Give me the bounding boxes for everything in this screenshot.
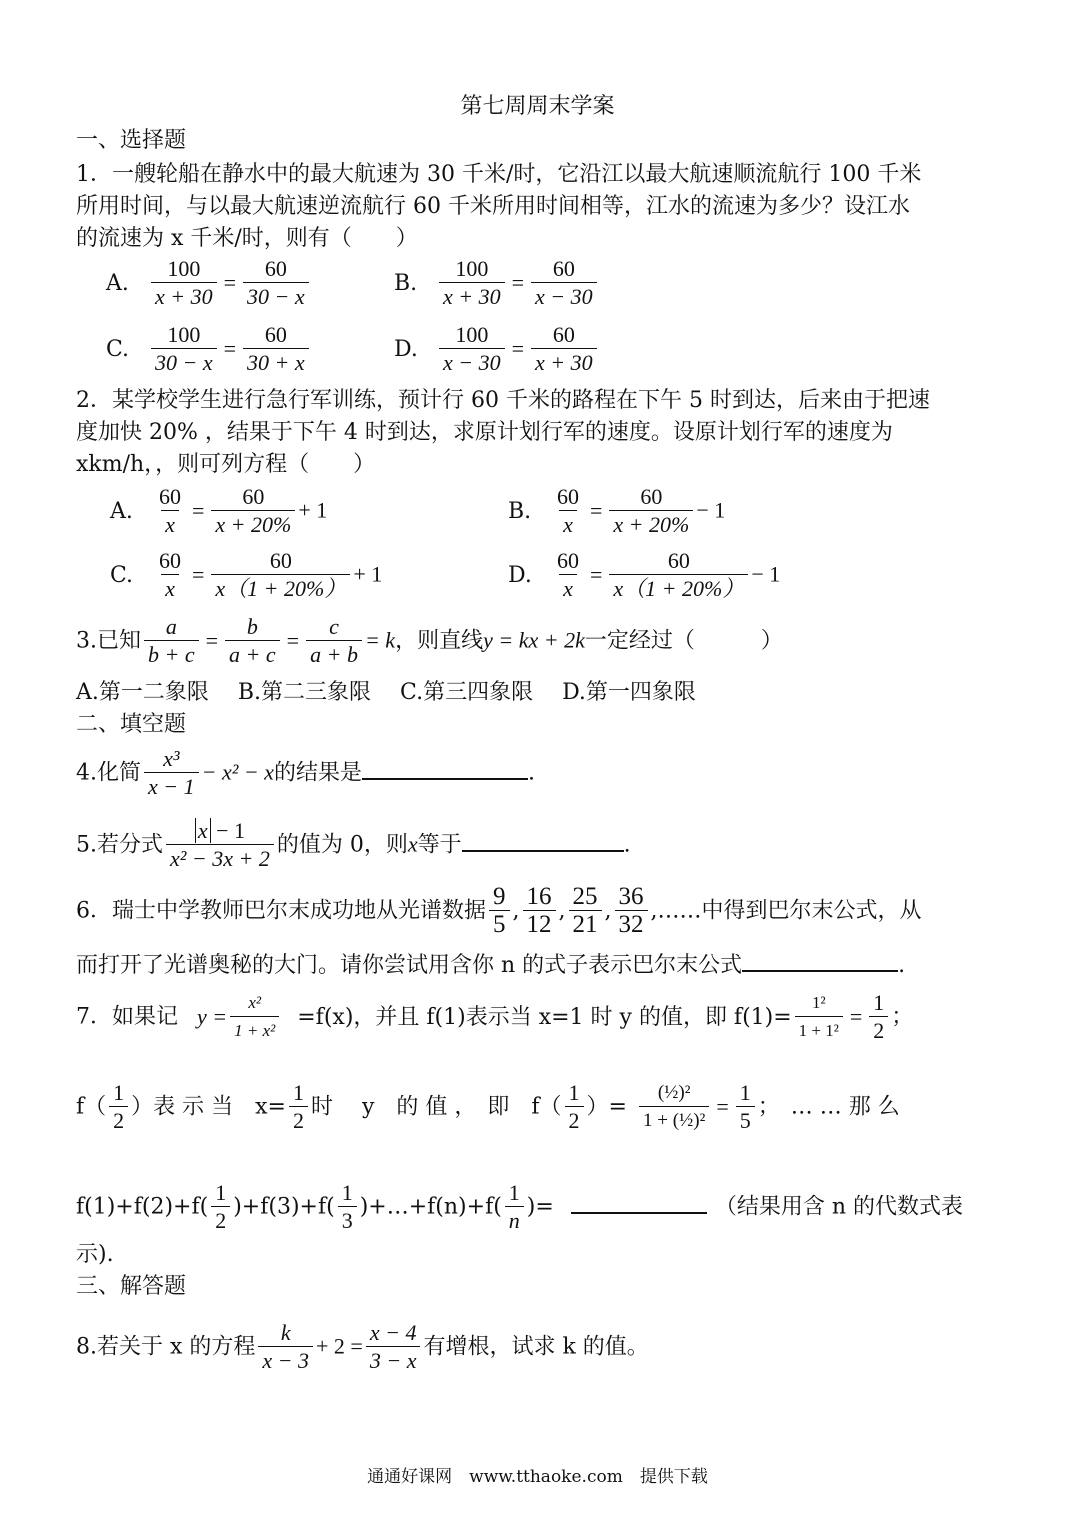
equals-k: = k xyxy=(364,627,396,653)
q2-option-a: A. $\frac{60}{x}$ = $\frac{60}{x + 20\%}$ + 1 xyxy=(110,484,328,537)
fraction: $\frac{100}{x + 30}$ xyxy=(439,256,505,311)
fraction: $\frac{1}{2}$ xyxy=(565,1080,584,1135)
fraction: $\frac{1}{2}$ xyxy=(109,1080,128,1135)
fraction: $\frac{100}{x + 30}$ xyxy=(151,256,217,311)
q8-suffix: 有增根，试求 k 的值。 xyxy=(423,1334,649,1360)
fraction: $\frac{60}{x(1 + 20\%)}$ xyxy=(609,548,748,603)
footer-text: 通通好课网 www.tthaoke.com 提供下载 xyxy=(367,1467,708,1487)
equation-tail: − 1 xyxy=(751,561,781,587)
answer-blank[interactable] xyxy=(742,948,898,972)
equation-tail: + 1 xyxy=(298,497,328,523)
fraction: $\frac{100}{30 - x}$ xyxy=(151,322,217,377)
fraction: $\frac{60}{x + 20\%}$ xyxy=(609,484,693,539)
line-equation: y = kx + 2k xyxy=(483,627,585,653)
q4-prefix: 4.化简 xyxy=(76,760,141,786)
answer-blank[interactable] xyxy=(362,756,528,780)
q8-prefix: 8.若关于 x 的方程 xyxy=(76,1334,256,1360)
q2-option-d: D. $\frac{60}{x}$ = $\frac{60}{x(1 + 20\%)}$ − 1 xyxy=(508,548,781,601)
q3-mid: ，则直线 xyxy=(395,628,484,654)
option-label: B. xyxy=(394,270,418,296)
q6-text-line2: 而打开了光谱奥秘的大门。请你尝试用含你 n 的式子表示巴尔末公式 . xyxy=(76,948,905,981)
section-heading-choice: 一、选择题 xyxy=(76,128,187,153)
equation-tail: − 1 xyxy=(696,497,726,523)
fraction: $\frac{60}{x}$ xyxy=(159,484,181,537)
q6-suffix: ,……中得到巴尔末公式，从 xyxy=(650,898,922,924)
answer-blank[interactable] xyxy=(462,828,624,852)
q1-option-b: B. $\frac{100}{x + 30}$ = $\frac{60}{x - 30}$ xyxy=(394,256,600,311)
section-heading-solve: 三、解答题 xyxy=(76,1274,187,1299)
q1-option-d: D. $\frac{100}{x - 30}$ = $\frac{60}{x + 30}$ xyxy=(394,322,600,377)
section-heading-fill: 二、填空题 xyxy=(76,712,187,737)
q5-suffix: 等于 xyxy=(417,832,462,858)
fraction: $\frac{60}{x + 20\%}$ xyxy=(211,484,295,539)
q7-text-line3: f(1)+f(2)+f( $\frac{1}{2}$ )+f(3)+f( $\frac{1}{3}$ )+…+f(n)+f( $\frac{1}{n}$ )= （结果用含 n 的代数式表 xyxy=(76,1180,963,1233)
page-title: 第七周周末学案 xyxy=(460,94,615,119)
q1-text-line1: 1．一艘轮船在静水中的最大航速为 30 千米/时，它沿江以最大航速顺流航行 100 千米 xyxy=(76,162,922,187)
q1-text-line3: 的流速为 x 千米/时，则有（ ） xyxy=(76,226,418,251)
q2-text-line1: 2．某学校学生进行急行军训练，预计行 60 千米的路程在下午 5 时到达，后来由于把速 xyxy=(76,388,930,413)
fraction: $\frac{16}{12}$ xyxy=(523,884,556,939)
q1-option-c: C. $\frac{100}{30 - x}$ = $\frac{60}{30 + x}$ xyxy=(106,322,312,377)
fraction: $\frac{60}{x(1 + 20\%)}$ xyxy=(211,548,350,603)
fraction: $\frac{k}{x - 3}$ xyxy=(258,1320,313,1375)
q7-prefix: 7．如果记 xyxy=(76,1004,178,1030)
q2-option-b: B. $\frac{60}{x}$ = $\frac{60}{x + 20\%}$ − 1 xyxy=(508,484,726,537)
fraction: $\frac{36}{32}$ xyxy=(615,884,648,939)
answer-blank[interactable] xyxy=(571,1190,707,1214)
equation-tail: + 1 xyxy=(353,561,383,587)
q5-mid: 的值为 0，则 xyxy=(276,832,408,858)
fraction: $\frac{a}{b + c}$ xyxy=(144,614,199,669)
option-label: B. xyxy=(508,498,532,524)
fraction: $\frac{1}{2}$ xyxy=(211,1180,230,1235)
fraction: $\frac{60}{30 - x}$ xyxy=(243,256,309,311)
fraction: $\frac{1}{n}$ xyxy=(505,1180,524,1235)
q4-suffix: 的结果是 xyxy=(273,760,362,786)
q7-text1: =f(x)，并且 f(1)表示当 x=1 时 y 的值，即 f(1)= xyxy=(297,1004,792,1030)
q8-text xyxy=(76,1320,649,1375)
fraction: $\frac{\text{x²}}{\text{1 + x²}}$ xyxy=(230,990,279,1045)
abs-x: x xyxy=(195,818,211,843)
q8-mid: + 2 = xyxy=(316,1333,363,1359)
q7-text-line1: 7．如果记 y = $\frac{\text{x²}}{\text{1 + x²}}$ =f(x)，并且 f(1)表示当 x=1 时 y 的值，即 f(1)= $\frac{\text{1²}}{\text{1 + 1²}}$ = $\frac{1}{2}$ ； xyxy=(76,990,914,1043)
fraction: $\frac{100}{x - 30}$ xyxy=(439,322,505,377)
option-label: D. xyxy=(394,336,418,362)
q3-options: A.第一二象限 B.第二三象限 C.第三四象限 D.第一四象限 xyxy=(76,680,696,705)
fraction: $\frac{x - 1}{\text{x² − 3x + 2}}$ xyxy=(166,818,274,873)
fraction: $\frac{\text{(½)²}}{\text{1 + (½)²}}$ xyxy=(639,1080,709,1135)
fraction: $\frac{60}{x}$ xyxy=(159,548,181,601)
fraction: $\frac{1}{5}$ xyxy=(736,1080,755,1135)
q3-prefix: 3.已知 xyxy=(76,628,141,654)
fraction: $\frac{1}{2}$ xyxy=(869,990,888,1045)
q3-text: 3.已知 $\frac{a}{b + c}$ = $\frac{b}{a + c}$ = $\frac{c}{a + b}$ = k，则直线y = kx + 2k一定经过（ ） xyxy=(76,614,783,667)
fraction: $\frac{60}{x}$ xyxy=(557,484,579,537)
fraction: $\frac{x - 4}{3 - x}$ xyxy=(366,1320,421,1375)
q2-option-c: C. $\frac{60}{x}$ = $\frac{60}{x(1 + 20\%)}$ + 1 xyxy=(110,548,383,601)
option-label: C. xyxy=(106,336,130,362)
fraction: $\frac{60}{x + 30}$ xyxy=(531,322,597,377)
q4-text: 4.化简 $\frac{\text{x³}}{x - 1}$ − x² − x的结果是 . xyxy=(76,746,535,799)
fraction: $\frac{1}{3}$ xyxy=(338,1180,357,1235)
fraction: $\frac{9}{5}$ xyxy=(489,884,510,939)
fraction: $\frac{25}{21}$ xyxy=(569,884,602,939)
fraction: $\frac{1}{2}$ xyxy=(289,1080,308,1135)
fraction: $\frac{b}{a + c}$ xyxy=(225,614,280,669)
q1-text-line2: 所用时间，与以最大航速逆流航行 60 千米所用时间相等，江水的流速为多少？设江水 xyxy=(76,194,910,219)
q3-suffix: 一定经过（ ） xyxy=(584,628,783,654)
option-label: A. xyxy=(106,270,129,296)
fraction: $\frac{60}{30 + x}$ xyxy=(243,322,309,377)
q7-text-line4: 示). xyxy=(76,1242,114,1267)
fraction: $\frac{60}{x}$ xyxy=(557,548,579,601)
q5-text: 5.若分式 $\frac{x - 1}{\text{x² − 3x + 2}}$ 的值为 0，则x等于 . xyxy=(76,818,631,871)
option-label: C. xyxy=(110,562,134,588)
option-label: D. xyxy=(508,562,532,588)
q2-text-line2: 度加快 20% ，结果于下午 4 时到达，求原计划行军的速度。设原计划行军的速度为 xyxy=(76,420,893,445)
fraction: $\frac{\text{x³}}{x - 1}$ xyxy=(144,746,199,801)
y-equals: y = xyxy=(197,1003,228,1029)
fraction: $\frac{c}{a + b}$ xyxy=(306,614,362,669)
q4-tail: − x² − x xyxy=(201,759,274,785)
q5-prefix: 5.若分式 xyxy=(76,832,163,858)
fraction: $\frac{60}{x - 30}$ xyxy=(531,256,597,311)
option-label: A. xyxy=(110,498,133,524)
fraction: $\frac{\text{1²}}{\text{1 + 1²}}$ xyxy=(795,990,843,1045)
q7-text-line2: f（ $\frac{1}{2}$ ）表 示 当 x= $\frac{1}{2}$ 时 y 的 值 ， 即 f（ $\frac{1}{2}$ ）= $\frac{\text{(½)²}}{\text{1 + (½)²}}$ = $\frac{1}{5}$ ； … … 那 么 xyxy=(76,1080,900,1133)
q1-option-a: A. $\frac{100}{x + 30}$ = $\frac{60}{30 - x}$ xyxy=(106,256,312,311)
q2-text-line3: xkm/h，，则可列方程（ ） xyxy=(76,452,376,477)
q6-prefix: 6．瑞士中学教师巴尔末成功地从光谱数据 xyxy=(76,898,486,924)
q6-text-line1: 6．瑞士中学教师巴尔末成功地从光谱数据 $\frac{9}{5}$ , $\frac{16}{12}$ , $\frac{25}{21}$ , $\frac{36}{32}$ ,……中得到巴尔末公式，从 xyxy=(76,883,922,938)
q5-var: x xyxy=(407,831,418,857)
